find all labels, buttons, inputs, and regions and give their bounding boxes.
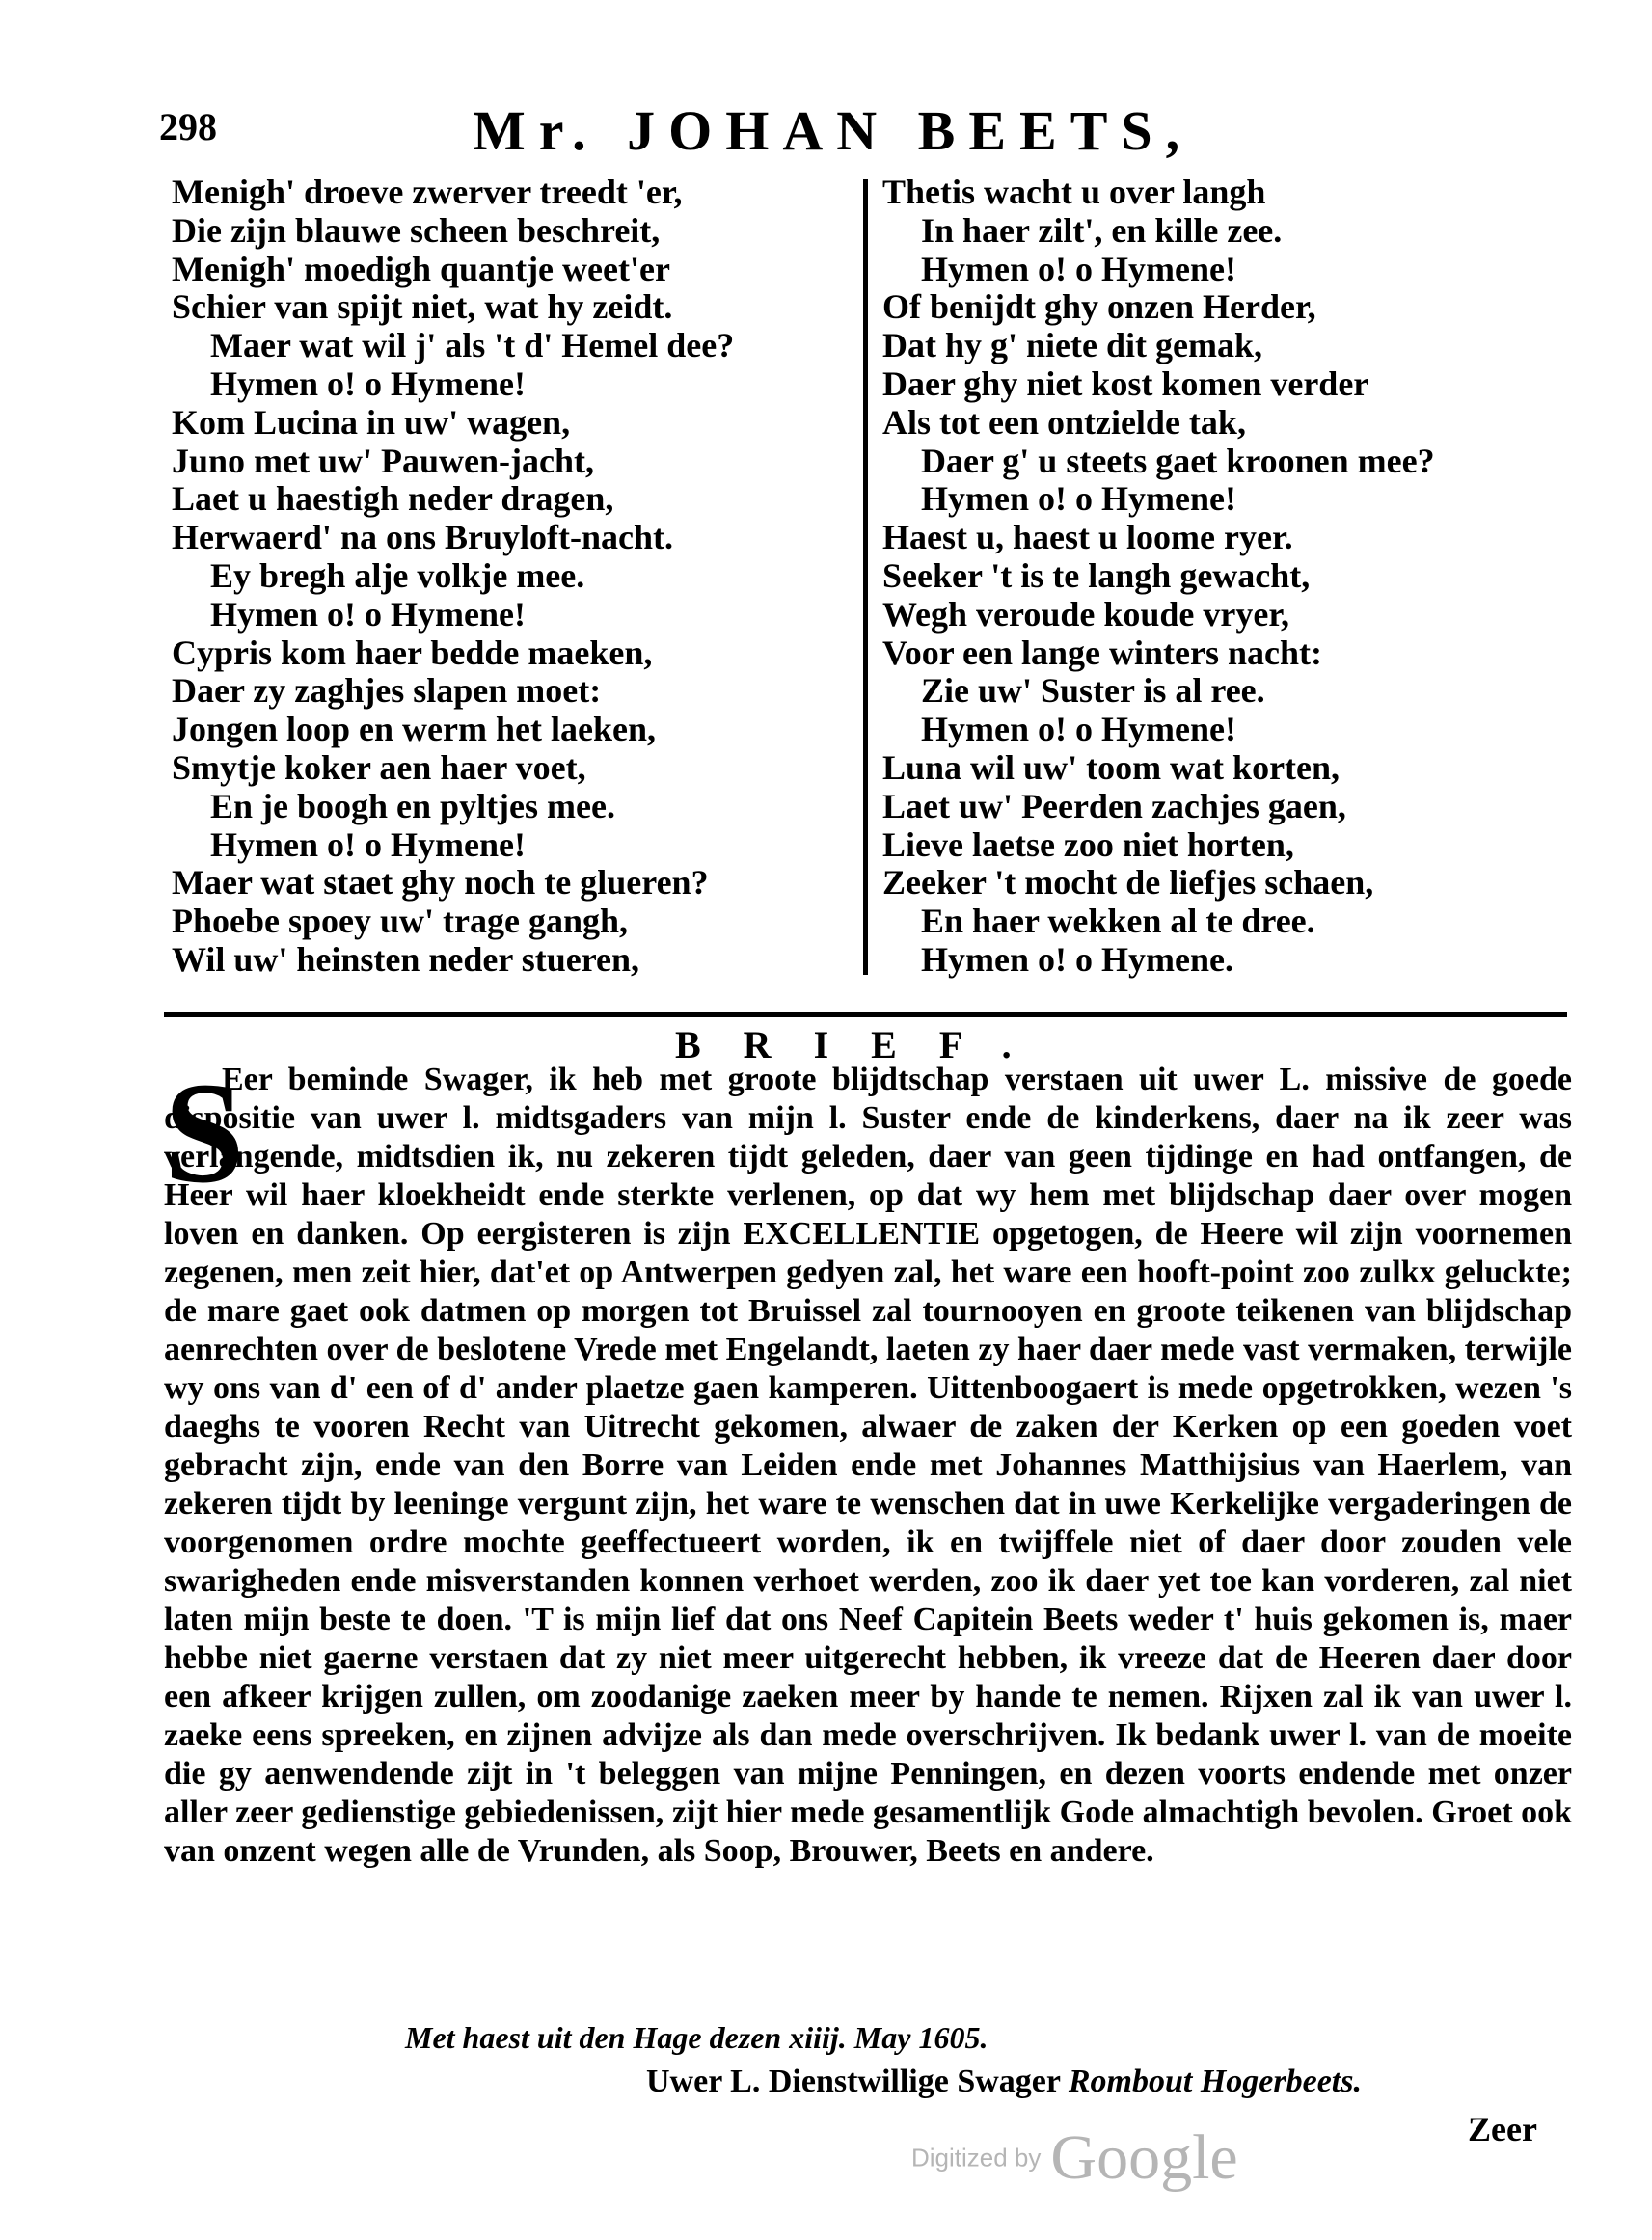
- letter-dateline: Met haest uit den Hage dezen xiiij. May 1605.: [405, 2020, 988, 2055]
- poem-line: Maer wat staet ghy noch te glueren?: [172, 863, 709, 903]
- poem-line: Dat hy g' niete dit gemak,: [882, 326, 1262, 365]
- poem-line: In haer zilt', en kille zee.: [921, 210, 1283, 250]
- poem-line: Smytje koker aen haer voet,: [172, 747, 586, 787]
- google-logo: Google: [1050, 2122, 1238, 2193]
- poem-line: Laet u haestigh neder dragen,: [172, 479, 614, 519]
- signature-prefix: Uwer L. Dienstwillige Swager: [646, 2064, 1061, 2099]
- poem-line: Menigh' droeve zwerver treedt 'er,: [172, 173, 683, 211]
- catchword: Zeer: [1468, 2110, 1537, 2148]
- poem-line: Ey bregh alje volkje mee.: [210, 555, 585, 595]
- poem-line: Wil uw' heinsten neder stueren,: [172, 939, 640, 979]
- poem-line: Haest u, haest u loome ryer.: [882, 518, 1293, 557]
- running-head: Mr. JOHAN BEETS,: [473, 99, 1194, 162]
- poem-line: Hymen o! o Hymene!: [921, 479, 1236, 519]
- poem-line: Schier van spijt niet, wat hy zeidt.: [172, 287, 673, 327]
- poem-line: Daer g' u steets gaet kroonen mee?: [921, 441, 1435, 480]
- poem: [164, 174, 1533, 1003]
- poem-line: Voor een lange winters nacht:: [882, 633, 1322, 672]
- poem-line: Of benijdt ghy onzen Herder,: [882, 287, 1316, 327]
- column-divider: [863, 179, 868, 975]
- poem-line: Daer ghy niet kost komen verder: [882, 364, 1369, 403]
- page-header: [135, 77, 1572, 162]
- signature-name: Rombout Hogerbeets.: [1068, 2064, 1362, 2099]
- poem-left-column: [172, 174, 837, 980]
- poem-line: Phoebe spoey uw' trage gangh,: [172, 902, 629, 941]
- drop-cap: S: [164, 1053, 245, 1213]
- poem-line: Hymen o! o Hymene.: [921, 939, 1233, 979]
- poem-line: Zie uw' Suster is al ree.: [921, 671, 1265, 711]
- watermark-prefix: Digitized by: [911, 2143, 1042, 2173]
- letter-signature: [646, 2064, 1362, 2100]
- poem-line: Laet uw' Peerden zachjes gaen,: [882, 786, 1346, 825]
- poem-line: Hymen o! o Hymene!: [210, 364, 526, 403]
- poem-line: Cypris kom haer bedde maeken,: [172, 633, 653, 672]
- section-rule: [164, 1012, 1567, 1017]
- poem-line: Hymen o! o Hymene!: [921, 710, 1236, 749]
- page-number: 298: [159, 105, 217, 148]
- poem-line: Juno met uw' Pauwen-jacht,: [172, 441, 594, 480]
- poem-line: Kom Lucina in uw' wagen,: [172, 402, 571, 442]
- poem-line: Hymen o! o Hymene!: [921, 249, 1236, 288]
- poem-line: Zeeker 't mocht de liefjes schaen,: [882, 863, 1374, 903]
- poem-line: Seeker 't is te langh gewacht,: [882, 555, 1311, 595]
- poem-line: Hymen o! o Hymene!: [210, 824, 526, 864]
- poem-line: Herwaerd' na ons Bruyloft-nacht.: [172, 518, 673, 557]
- poem-line: Wegh veroude koude vryer,: [882, 594, 1290, 634]
- letter-body: Eer beminde Swager, ik heb met groote blijdtschap verstaen uit uwer L. missive de goede dispositie van uwer l. midtsgaders van mijn l. Suster ende de kinderkens, daer na ik zeer was verlangende, midtsdien ik, nu zekeren tijdt geleden, daer van geen tijdinge en had ontfangen, de Heer wil haer kloekheidt ende sterkte verlenen, op dat wy hem met blijdschap daer over mogen loven en danken. Op eergisteren is zijn EXCELLENTIE opgetogen, de Heere wil zijn voornemen zegenen, men zeit hier, dat'et op Antwerpen gedyen zal, het ware een hooft-point zoo zulkx geluckte; de mare gaet ook datmen op morgen tot Bruissel zal tournooyen en groote teikenen van blijdschap aenrechten over de beslotene Vrede met Engelandt, laeten zy haer daer mede vast vermaken, terwijle wy ons van d' een of d' ander plaetze gaen kamperen. Uittenboogaert is mede opgetrokken, wezen 's daeghs te vooren Recht van Uitrecht gekomen, alwaer de zaken der Kerken op een goeden voet gebracht zijn, ende van den Borre van Leiden ende met Johannes Matthijsius van Haerlem, van zekeren tijdt by leeninge vergunt zijn, het ware te wenschen dat in uwe Kerkelijke vergaderingen de voorgenomen ordre mochte geeffectueert worden, ik en twijffele niet of daer door zouden vele swarigheden ende misverstanden konnen verhoet werden, zoo ik daer yet toe kan vorderen, zal niet laten mijn beste te doen. 'T is mijn lief dat ons Neef Capitein Beets weder t' huis gekomen is, maer hebbe niet gaerne verstaen dat zy niet meer uitgerecht hebben, ik vreeze dat de Heeren daer door een afkeer krijgen zullen, om zoodanige zaeken meer by hande te nemen. Rijxen zal ik van uwer l. zaeke eens spreeken, en zijnen advijze als dan mede overschrijven. Ik bedank uwer l. van de moeite die gy aenwendende zijt in 't beleggen van mijne Penningen, en dezen voorts endende met onzer aller zeer gedienstige gebiedenissen, zijt hier mede gesamentlijk Gode almachtigh bevolen. Groet ook van onzent wegen alle de Vrunden, als Soop, Brouwer, Beets en andere.: [164, 1062, 1572, 1869]
- poem-line: Menigh' moedigh quantje weet'er: [172, 249, 670, 288]
- poem-line: Hymen o! o Hymene!: [210, 594, 526, 634]
- poem-line: Die zijn blauwe scheen beschreit,: [172, 210, 661, 250]
- poem-line: Luna wil uw' toom wat korten,: [882, 747, 1341, 787]
- poem-line: Lieve laetse zoo niet horten,: [882, 824, 1294, 864]
- poem-right-column: [882, 174, 1557, 980]
- poem-line: Jongen loop en werm het laeken,: [172, 710, 656, 749]
- poem-line: En je boogh en pyltjes mee.: [210, 786, 615, 825]
- digitized-watermark: [911, 2121, 1238, 2195]
- poem-line: Thetis wacht u over langh: [882, 173, 1266, 211]
- poem-line: Daer zy zaghjes slapen moet:: [172, 671, 602, 711]
- letter-title: BRIEF.: [675, 1023, 1054, 1066]
- poem-line: En haer wekken al te dree.: [921, 902, 1315, 941]
- poem-line: Maer wat wil j' als 't d' Hemel dee?: [210, 326, 735, 365]
- poem-line: Als tot een ontzielde tak,: [882, 402, 1246, 442]
